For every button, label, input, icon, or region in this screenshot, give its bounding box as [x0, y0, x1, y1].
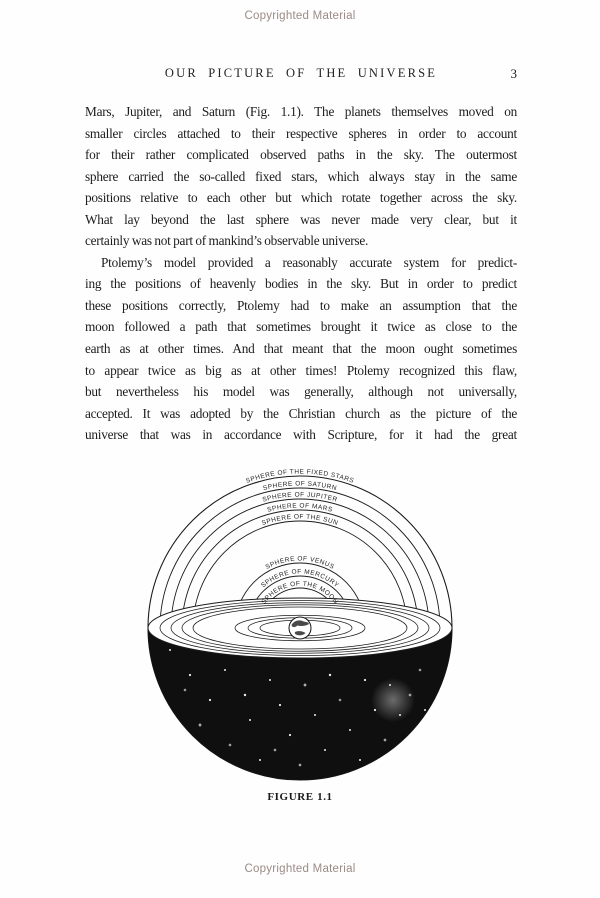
copyright-notice-bottom: Copyrighted Material: [244, 863, 356, 875]
moon-glow-patch: [371, 678, 415, 722]
text-line: accepted. It was adopted by the Christian church as the picture of the: [85, 405, 517, 421]
text-line: What lay beyond the last sphere was never made very clear, but it: [85, 211, 517, 227]
paragraph-2: [85, 252, 517, 446]
page-header: [85, 66, 517, 86]
text-line: sphere carried the so-called fixed stars, which always stay in the same: [85, 168, 517, 184]
sphere-label-jupiter: SPHERE OF JUPITER: [261, 491, 339, 504]
text-line: positions relative to each other but which rotate together across the sky.: [85, 190, 517, 206]
ptolemy-spheres-figure: [130, 460, 470, 790]
text-line: these positions correctly, Ptolemy had to make an assumption that the: [85, 297, 517, 313]
text-line: ing the positions of heavenly bodies in the sky. But in order to predict: [85, 276, 517, 292]
text-line: earth as at other times. And that meant that the moon ought sometimes: [85, 341, 517, 357]
sphere-label-moon: SPHERE OF THE MOON: [260, 580, 340, 606]
earth-globe: [289, 617, 311, 639]
text-line: but nevertheless his model was generally, although not universally,: [85, 384, 517, 400]
sphere-label-mars: SPHERE OF MARS: [266, 502, 334, 514]
text-line: universe that was in accordance with Scripture, for it had the great: [85, 427, 517, 443]
body-text: [85, 101, 517, 446]
figure-caption: FIGURE 1.1: [267, 791, 333, 803]
text-line: Mars, Jupiter, and Saturn (Fig. 1.1). The planets themselves moved on: [85, 104, 517, 119]
text-line: for their rather complicated observed paths in the sky. The outermost: [85, 147, 517, 163]
text-line: smaller circles attached to their respective spheres in order to account: [85, 125, 517, 141]
sphere-label-mercury: SPHERE OF MERCURY: [259, 568, 341, 590]
text-line: certainly was not part of mankind’s observable universe.: [85, 233, 369, 249]
text-line: Ptolemy’s model provided a reasonably accurate system for predict-: [101, 254, 517, 270]
copyright-notice-top: Copyrighted Material: [244, 10, 356, 22]
sphere-label-sun: SPHERE OF THE SUN: [260, 513, 340, 528]
sphere-label-saturn: SPHERE OF SATURN: [262, 480, 338, 493]
paragraph-1: [85, 101, 517, 252]
running-head-title: OUR PICTURE OF THE UNIVERSE: [164, 66, 438, 80]
sphere-label-fixed-stars: SPHERE OF THE FIXED STARS: [245, 468, 355, 485]
text-line: moon followed a path that sometimes brought it twice as close to the: [85, 319, 517, 335]
text-line: to appear twice as big as at other times! Ptolemy recognized this flaw,: [85, 362, 517, 378]
page-number: 3: [510, 66, 517, 81]
sphere-label-venus: SPHERE OF VENUS: [264, 555, 336, 571]
